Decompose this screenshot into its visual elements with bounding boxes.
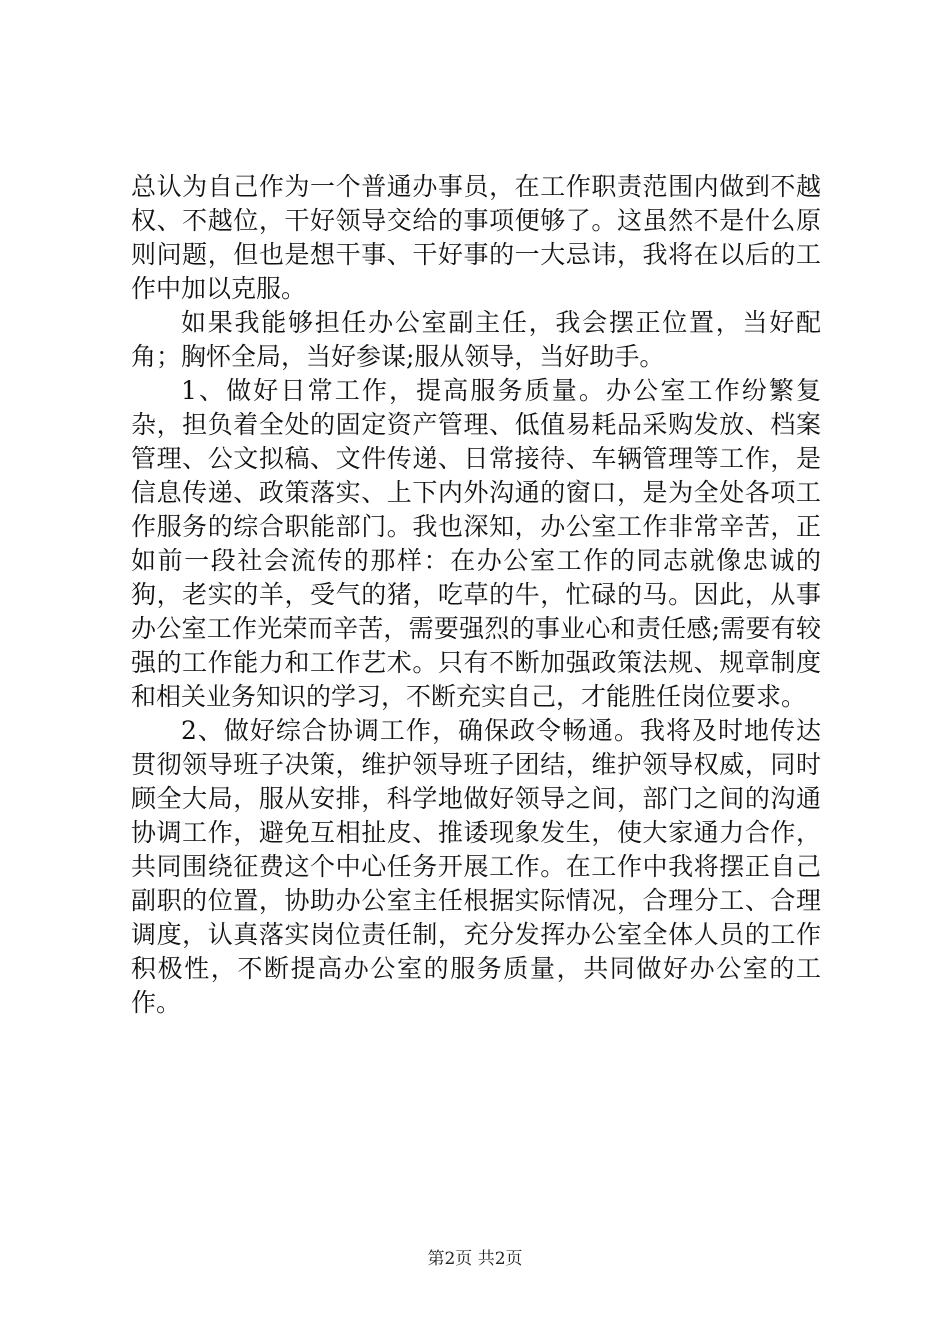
page-number-footer: 第2页 共2页	[427, 1249, 523, 1269]
paragraph-continuation: 总认为自己作为一个普通办事员，在工作职责范围内做到不越权、不越位，干好领导交给的事项便够了。这虽然不是什么原则问题，但也是想干事、干好事的一大忌讳，我将在以后的工作中加以克服。	[131, 172, 821, 303]
document-body	[131, 170, 821, 1020]
paragraph-daily-work: 1、做好日常工作，提高服务质量。办公室工作纷繁复杂，担负着全处的固定资产管理、低值易耗品采购发放、档案管理、公文拟稿、文件传递、日常接待、车辆管理等工作，是信息传递、政策落实、上下内外沟通的窗口，是为全处各项工作服务的综合职能部门。我也深知，办公室工作非常辛苦，正如前一段社会流传的那样：在办公室工作的同志就像忠诚的狗，老实的羊，受气的猪，吃草的牛，忙碌的马。因此，从事办公室工作光荣而辛苦，需要强烈的事业心和责任感;需要有较强的工作能力和工作艺术。只有不断加强政策法规、规章制度和相关业务知识的学习，不断充实自己，才能胜任岗位要求。	[131, 376, 821, 711]
paragraph-deputy-role: 如果我能够担任办公室副主任，我会摆正位置，当好配角；胸怀全局，当好参谋;服从领导，当好助手。	[131, 308, 821, 371]
paragraph-coordination: 2、做好综合协调工作，确保政令畅通。我将及时地传达贯彻领导班子决策，维护领导班子团结，维护领导权威，同时顾全大局，服从安排，科学地做好领导之间，部门之间的沟通协调工作，避免互相扯皮、推诿现象发生，使大家通力合作，共同围绕征费这个中心任务开展工作。在工作中我将摆正自己副职的位置，协助办公室主任根据实际情况，合理分工、合理调度，认真落实岗位责任制，充分发挥办公室全体人员的工作积极性，不断提高办公室的服务质量，共同做好办公室的工作。	[131, 716, 821, 1017]
